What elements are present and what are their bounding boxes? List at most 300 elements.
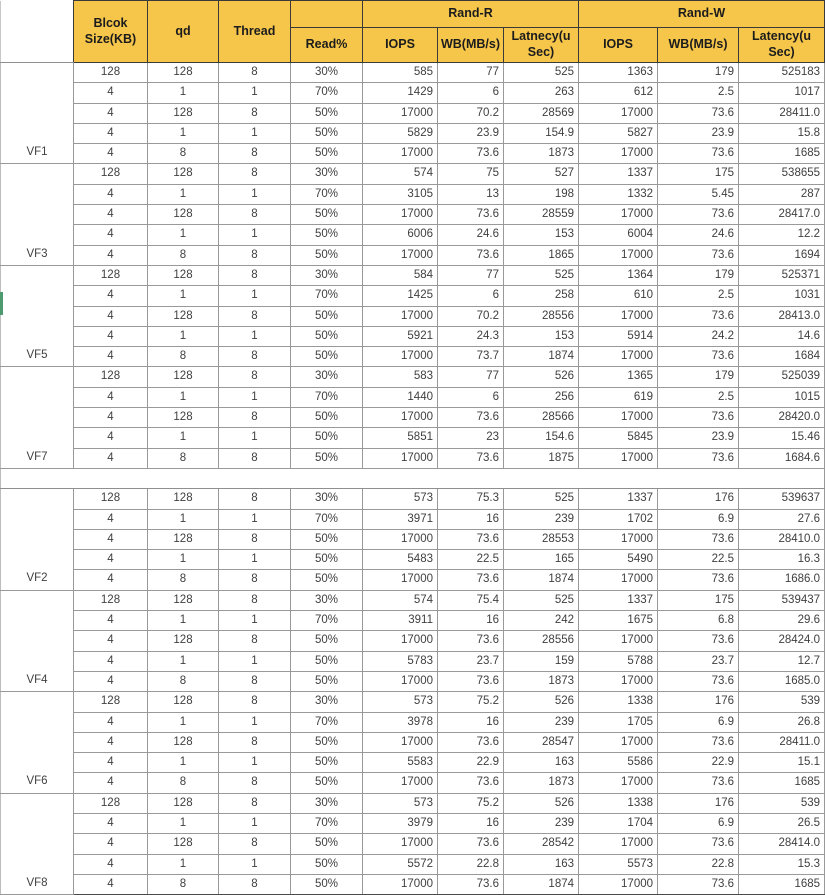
cell: 28542 (504, 834, 579, 854)
cell: 73.6 (438, 631, 504, 651)
cell: 4 (74, 773, 148, 793)
cell: 50% (291, 631, 363, 651)
cell: 17000 (579, 732, 658, 752)
cell: 3978 (363, 712, 438, 732)
cell: 17000 (363, 144, 438, 164)
cell: 1332 (579, 184, 658, 204)
col-header-rand-r-wb: WB(MB/s) (438, 28, 504, 63)
cell: 128 (148, 63, 219, 83)
cell: 22.5 (658, 550, 739, 570)
cell: 8 (148, 570, 219, 590)
cell: 17000 (363, 306, 438, 326)
cell: 22.5 (438, 550, 504, 570)
cell: 6.9 (658, 509, 739, 529)
cell: 73.6 (438, 245, 504, 265)
cell: 4 (74, 732, 148, 752)
cell: 17000 (363, 773, 438, 793)
cell: 22.8 (438, 854, 504, 874)
cell: 1440 (363, 387, 438, 407)
cell: 50% (291, 732, 363, 752)
cell: 50% (291, 144, 363, 164)
cell: 8 (219, 489, 291, 509)
cell: 73.6 (658, 671, 739, 691)
cell: 70% (291, 286, 363, 306)
cell: 1705 (579, 712, 658, 732)
cell: 1 (148, 83, 219, 103)
cell: 1873 (504, 144, 579, 164)
cell: 8 (219, 103, 291, 123)
cell: 239 (504, 509, 579, 529)
cell: 28569 (504, 103, 579, 123)
cell: 175 (658, 164, 739, 184)
cell: 5829 (363, 123, 438, 143)
cell: 179 (658, 367, 739, 387)
cell: 1 (148, 387, 219, 407)
table-row (1, 793, 825, 813)
cell: 50% (291, 103, 363, 123)
cell: 50% (291, 306, 363, 326)
cell: 526 (504, 692, 579, 712)
cell: 8 (148, 874, 219, 894)
cell: 28566 (504, 408, 579, 428)
cell: 30% (291, 692, 363, 712)
cell: 70% (291, 813, 363, 833)
col-header-rand-w-wb: WB(MB/s) (658, 28, 739, 63)
cell: 26.8 (739, 712, 825, 732)
cell: 73.6 (658, 773, 739, 793)
cell: 128 (148, 529, 219, 549)
cell: 75.2 (438, 793, 504, 813)
cell: 50% (291, 550, 363, 570)
cell: 17000 (579, 834, 658, 854)
table-row (1, 671, 825, 691)
cell: 4 (74, 225, 148, 245)
cell: 4 (74, 813, 148, 833)
cell: 128 (74, 692, 148, 712)
cell: 22.8 (658, 854, 739, 874)
cell: 1 (148, 184, 219, 204)
vf-label-vf1: VF1 (1, 63, 74, 164)
cell: 128 (148, 306, 219, 326)
cell: 619 (579, 387, 658, 407)
cell: 539 (739, 793, 825, 813)
cell: 1 (219, 854, 291, 874)
cell: 30% (291, 590, 363, 610)
cell: 128 (148, 590, 219, 610)
cell: 16 (438, 509, 504, 529)
cell: 1425 (363, 286, 438, 306)
cell: 28559 (504, 205, 579, 225)
cell: 163 (504, 753, 579, 773)
cell: 538655 (739, 164, 825, 184)
cell: 17000 (579, 874, 658, 894)
table-row (1, 874, 825, 894)
cell: 1873 (504, 773, 579, 793)
cell: 17000 (363, 834, 438, 854)
cell: 159 (504, 651, 579, 671)
cell: 23.9 (658, 123, 739, 143)
cell: 5583 (363, 753, 438, 773)
cell: 4 (74, 306, 148, 326)
cell: 8 (219, 448, 291, 468)
cell: 8 (219, 245, 291, 265)
col-header-rand-w-latency: Latency(u Sec) (739, 28, 825, 63)
cell: 23.9 (438, 123, 504, 143)
cell: 1 (219, 712, 291, 732)
cell: 176 (658, 793, 739, 813)
cell: 15.3 (739, 854, 825, 874)
cell: 1 (148, 225, 219, 245)
cell: 1684.6 (739, 448, 825, 468)
cell: 73.6 (438, 144, 504, 164)
cell: 28556 (504, 306, 579, 326)
cell: 525 (504, 63, 579, 83)
vf-label-vf3: VF3 (1, 164, 74, 265)
col-header-read-pct: Read% (291, 28, 363, 63)
cell: 153 (504, 326, 579, 346)
cell: 1 (148, 550, 219, 570)
cell: 8 (219, 732, 291, 752)
cell: 4 (74, 529, 148, 549)
cell: 525 (504, 489, 579, 509)
cell: 165 (504, 550, 579, 570)
cell: 17000 (363, 205, 438, 225)
cell: 1 (148, 428, 219, 448)
cell: 50% (291, 671, 363, 691)
cell: 70% (291, 611, 363, 631)
cell: 1 (219, 813, 291, 833)
cell: 30% (291, 63, 363, 83)
cell: 50% (291, 245, 363, 265)
cell: 1 (148, 651, 219, 671)
table-row (1, 732, 825, 752)
cell: 8 (148, 144, 219, 164)
cell: 16 (438, 813, 504, 833)
table-row (1, 225, 825, 245)
cell: 17000 (579, 306, 658, 326)
cell: 15.8 (739, 123, 825, 143)
cell: 3911 (363, 611, 438, 631)
table-row (1, 286, 825, 306)
cell: 8 (148, 671, 219, 691)
cell: 73.6 (658, 874, 739, 894)
cell: 128 (148, 793, 219, 813)
cell: 128 (74, 367, 148, 387)
cell: 1 (219, 123, 291, 143)
cell: 27.6 (739, 509, 825, 529)
cell: 2.5 (658, 83, 739, 103)
cell: 50% (291, 773, 363, 793)
cell: 17000 (579, 448, 658, 468)
cell: 4 (74, 854, 148, 874)
cell: 5572 (363, 854, 438, 874)
group-header-rand-r: Rand-R (363, 1, 579, 28)
cell: 73.6 (658, 205, 739, 225)
cell: 1 (148, 509, 219, 529)
cell: 73.6 (438, 205, 504, 225)
cell: 128 (148, 692, 219, 712)
cell: 610 (579, 286, 658, 306)
cell: 17000 (363, 103, 438, 123)
cell: 4 (74, 184, 148, 204)
cell: 8 (219, 367, 291, 387)
cell: 70% (291, 509, 363, 529)
cell: 163 (504, 854, 579, 874)
cell: 50% (291, 326, 363, 346)
cell: 70% (291, 184, 363, 204)
table-row (1, 83, 825, 103)
cell: 1338 (579, 692, 658, 712)
cell: 1 (148, 712, 219, 732)
cell: 525371 (739, 265, 825, 285)
cell: 525 (504, 265, 579, 285)
cell: 26.5 (739, 813, 825, 833)
cell: 50% (291, 529, 363, 549)
cell: 4 (74, 83, 148, 103)
cell: 50% (291, 570, 363, 590)
cell: 17000 (579, 144, 658, 164)
cell: 8 (219, 265, 291, 285)
table-row (1, 367, 825, 387)
table-row (1, 428, 825, 448)
table-body (1, 63, 825, 895)
cell: 1017 (739, 83, 825, 103)
vf-label-vf6: VF6 (1, 692, 74, 793)
cell: 4 (74, 103, 148, 123)
table-row (1, 854, 825, 874)
cell: 128 (74, 489, 148, 509)
cell: 2.5 (658, 387, 739, 407)
cell: 1 (219, 387, 291, 407)
cell: 539 (739, 692, 825, 712)
vf-label-vf7: VF7 (1, 367, 74, 468)
cell: 70% (291, 712, 363, 732)
table-row (1, 387, 825, 407)
cell: 8 (219, 63, 291, 83)
cell: 4 (74, 611, 148, 631)
cell: 1 (148, 611, 219, 631)
cell: 1874 (504, 874, 579, 894)
cell: 1875 (504, 448, 579, 468)
cell: 6 (438, 286, 504, 306)
cell: 50% (291, 408, 363, 428)
cell: 73.6 (658, 448, 739, 468)
cell: 16 (438, 611, 504, 631)
cell: 73.6 (438, 408, 504, 428)
cell: 1 (219, 83, 291, 103)
cell: 17000 (363, 347, 438, 367)
cell: 1 (219, 286, 291, 306)
table-row (1, 164, 825, 184)
cell: 5921 (363, 326, 438, 346)
cell: 263 (504, 83, 579, 103)
cell: 73.6 (438, 834, 504, 854)
cell: 8 (219, 834, 291, 854)
cell: 128 (148, 103, 219, 123)
cell: 50% (291, 753, 363, 773)
cell: 574 (363, 590, 438, 610)
cell: 17000 (363, 732, 438, 752)
cell: 73.6 (658, 103, 739, 123)
cell: 17000 (363, 408, 438, 428)
cell: 75.4 (438, 590, 504, 610)
cell: 6004 (579, 225, 658, 245)
cell: 1 (219, 550, 291, 570)
cell: 1685 (739, 773, 825, 793)
cell: 73.6 (438, 529, 504, 549)
table-row (1, 631, 825, 651)
cell: 1 (219, 753, 291, 773)
cell: 23.7 (438, 651, 504, 671)
cell: 77 (438, 265, 504, 285)
cell: 5827 (579, 123, 658, 143)
cell: 28553 (504, 529, 579, 549)
cell: 1684 (739, 347, 825, 367)
cell: 73.6 (438, 671, 504, 691)
cell: 1 (148, 813, 219, 833)
cell: 525039 (739, 367, 825, 387)
cell: 4 (74, 387, 148, 407)
cell: 1 (219, 428, 291, 448)
cell: 4 (74, 144, 148, 164)
table-row (1, 651, 825, 671)
cell: 153 (504, 225, 579, 245)
cell: 23 (438, 428, 504, 448)
cell: 527 (504, 164, 579, 184)
cell: 1 (148, 326, 219, 346)
cell: 50% (291, 205, 363, 225)
cell: 8 (219, 631, 291, 651)
table-row (1, 205, 825, 225)
cell: 8 (219, 570, 291, 590)
cell: 15.46 (739, 428, 825, 448)
cell: 4 (74, 428, 148, 448)
cell: 5.45 (658, 184, 739, 204)
cell: 5845 (579, 428, 658, 448)
cell: 6006 (363, 225, 438, 245)
cell: 5483 (363, 550, 438, 570)
cell: 73.6 (438, 874, 504, 894)
cell: 585 (363, 63, 438, 83)
cell: 30% (291, 164, 363, 184)
table-row (1, 144, 825, 164)
cell: 175 (658, 590, 739, 610)
cell: 77 (438, 63, 504, 83)
corner-cell (1, 1, 74, 63)
cell: 526 (504, 793, 579, 813)
cell: 12.7 (739, 651, 825, 671)
cell: 8 (219, 692, 291, 712)
vf-label-vf8: VF8 (1, 793, 74, 894)
cell: 1675 (579, 611, 658, 631)
cell: 5490 (579, 550, 658, 570)
cell: 28411.0 (739, 732, 825, 752)
table-row (1, 570, 825, 590)
cell: 8 (219, 144, 291, 164)
cell: 1685 (739, 874, 825, 894)
cell: 70.2 (438, 306, 504, 326)
cell: 583 (363, 367, 438, 387)
cell: 73.6 (658, 408, 739, 428)
table-row (1, 184, 825, 204)
table-row (1, 489, 825, 509)
vf-label-vf2: VF2 (1, 489, 74, 590)
cell: 4 (74, 570, 148, 590)
cell: 198 (504, 184, 579, 204)
table-row (1, 408, 825, 428)
cell: 1874 (504, 347, 579, 367)
cell: 1 (219, 611, 291, 631)
cell: 1 (219, 184, 291, 204)
cell: 1704 (579, 813, 658, 833)
cell: 242 (504, 611, 579, 631)
table-row (1, 590, 825, 610)
cell: 128 (148, 834, 219, 854)
cell: 1429 (363, 83, 438, 103)
cell: 8 (219, 773, 291, 793)
cell: 1 (148, 286, 219, 306)
cell: 30% (291, 793, 363, 813)
cell: 17000 (579, 631, 658, 651)
cell: 1702 (579, 509, 658, 529)
cell: 128 (74, 164, 148, 184)
table-row (1, 103, 825, 123)
vf-label-vf4: VF4 (1, 590, 74, 691)
cell: 4 (74, 834, 148, 854)
cell: 28424.0 (739, 631, 825, 651)
cell: 24.6 (438, 225, 504, 245)
cell: 73.6 (658, 529, 739, 549)
cell: 73.6 (658, 834, 739, 854)
cell: 50% (291, 854, 363, 874)
cell: 16.3 (739, 550, 825, 570)
cell: 1337 (579, 489, 658, 509)
cell: 28414.0 (739, 834, 825, 854)
cell: 73.6 (658, 245, 739, 265)
cell: 584 (363, 265, 438, 285)
cell: 70% (291, 387, 363, 407)
cell: 70.2 (438, 103, 504, 123)
cell: 17000 (579, 205, 658, 225)
cell: 50% (291, 123, 363, 143)
cell: 28556 (504, 631, 579, 651)
cell: 17000 (363, 570, 438, 590)
cell: 50% (291, 225, 363, 245)
cell: 612 (579, 83, 658, 103)
cell: 4 (74, 245, 148, 265)
cell: 30% (291, 265, 363, 285)
cell: 1686.0 (739, 570, 825, 590)
cell: 17000 (579, 103, 658, 123)
table-row (1, 712, 825, 732)
cell: 8 (219, 347, 291, 367)
cell: 24.3 (438, 326, 504, 346)
cell: 14.6 (739, 326, 825, 346)
cell: 1874 (504, 570, 579, 590)
cell: 24.6 (658, 225, 739, 245)
cell: 128 (74, 265, 148, 285)
cell: 1873 (504, 671, 579, 691)
cell: 1 (148, 753, 219, 773)
cell: 8 (148, 448, 219, 468)
group-header-rand-w: Rand-W (579, 1, 825, 28)
cell: 70% (291, 83, 363, 103)
cell: 525183 (739, 63, 825, 83)
cell: 574 (363, 164, 438, 184)
header-row-groups (1, 1, 825, 28)
cell: 28410.0 (739, 529, 825, 549)
cell: 73.6 (658, 144, 739, 164)
